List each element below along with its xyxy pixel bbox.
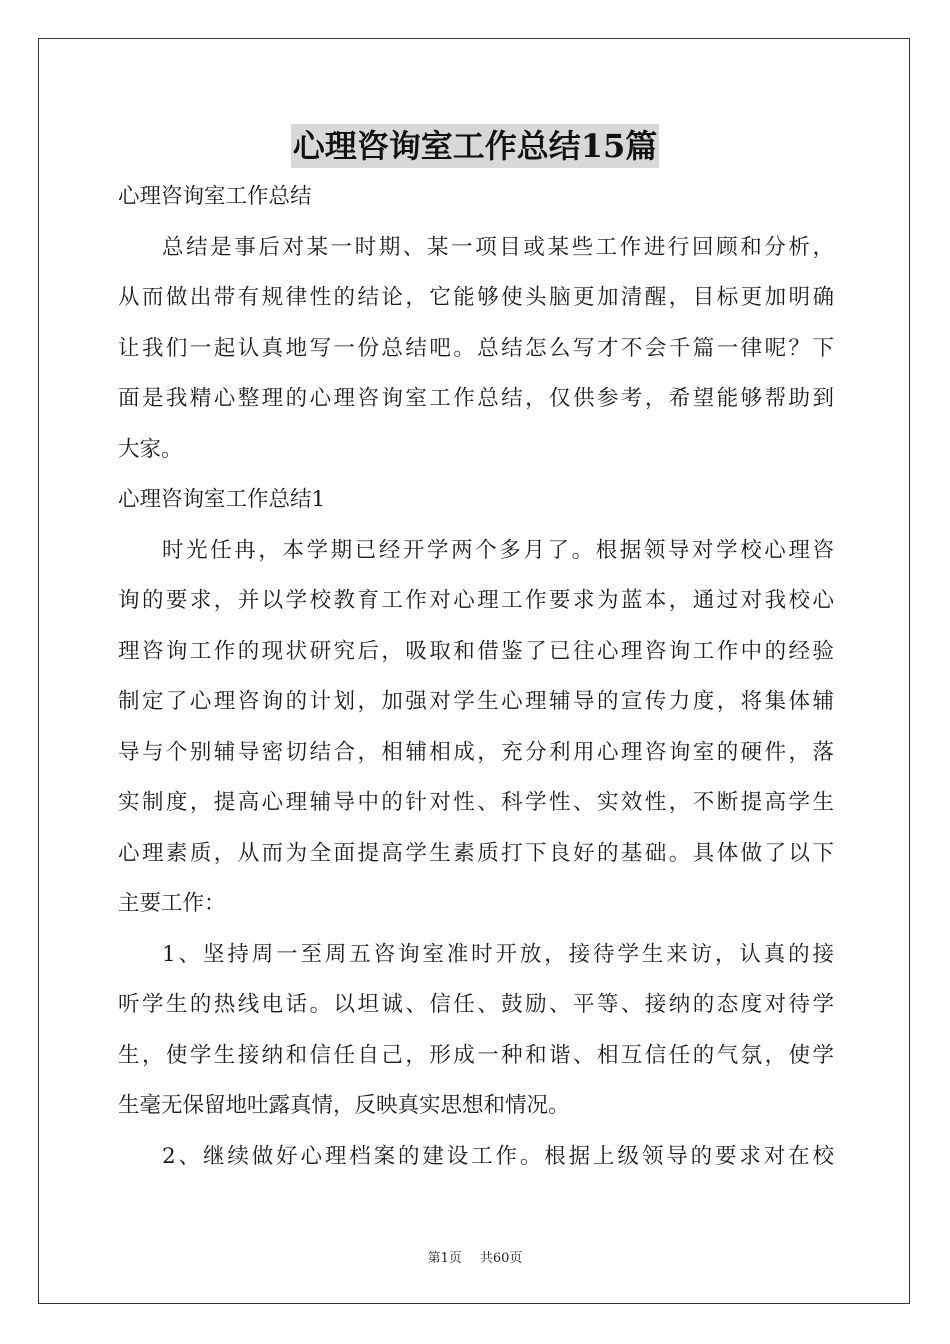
section-heading: 心理咨询室工作总结 [118,184,312,209]
paragraph-line: 生，使学生接纳和信任自己，形成一种和谐、相互信任的气氛，使学 [118,1042,834,1068]
page-total: 共60页 [479,1251,523,1266]
page-number: 第1页 [427,1251,462,1266]
paragraph-line: 生毫无保留地吐露真情，反映真实思想和情况。 [118,1093,570,1118]
paragraph-line: 制定了心理咨询的计划，加强对学生心理辅导的宣传力度，将集体辅 [118,689,834,714]
paragraph-line: 1、坚持周一至周五咨询室准时开放，接待学生来访，认真的接 [162,941,834,967]
paragraph-line: 2、继续做好心理档案的建设工作。根据上级领导的要求对在校 [162,1143,834,1169]
paragraph-line: 心理素质，从而为全面提高学生素质打下良好的基础。具体做了以下 [118,840,834,866]
paragraph-line: 听学生的热线电话。以坦诚、信任、鼓励、平等、接纳的态度对待学 [118,992,834,1017]
section-heading: 心理咨询室工作总结1 [118,487,326,512]
paragraph-line: 总结是事后对某一时期、某一项目或某些工作进行回顾和分析， [162,234,834,260]
paragraph-line: 实制度，提高心理辅导中的针对性、科学性、实效性，不断提高学生 [118,790,834,815]
document-title: 心理咨询室工作总结15篇 [291,124,660,168]
paragraph-line: 面是我精心整理的心理咨询室工作总结，仅供参考，希望能够帮助到 [118,386,834,411]
page-footer [0,1247,950,1266]
paragraph-line: 从而做出带有规律性的结论，它能够使头脑更加清醒，目标更加明确 [118,285,834,310]
paragraph-line: 让我们一起认真地写一份总结吧。总结怎么写才不会千篇一律呢？下 [118,335,834,361]
document-body [118,172,834,1182]
paragraph-line: 大家。 [118,436,183,462]
title-container [0,124,950,168]
paragraph-line: 导与个别辅导密切结合，相辅相成，充分利用心理咨询室的硬件，落 [118,739,834,765]
paragraph-line: 主要工作： [118,891,226,916]
paragraph-line: 理咨询工作的现状研究后，吸取和借鉴了已往心理咨询工作中的经验 [118,638,834,664]
paragraph-line: 询的要求，并以学校教育工作对心理工作要求为蓝本，通过对我校心 [118,588,834,613]
paragraph-line: 时光任冉，本学期已经开学两个多月了。根据领导对学校心理咨 [162,537,834,563]
